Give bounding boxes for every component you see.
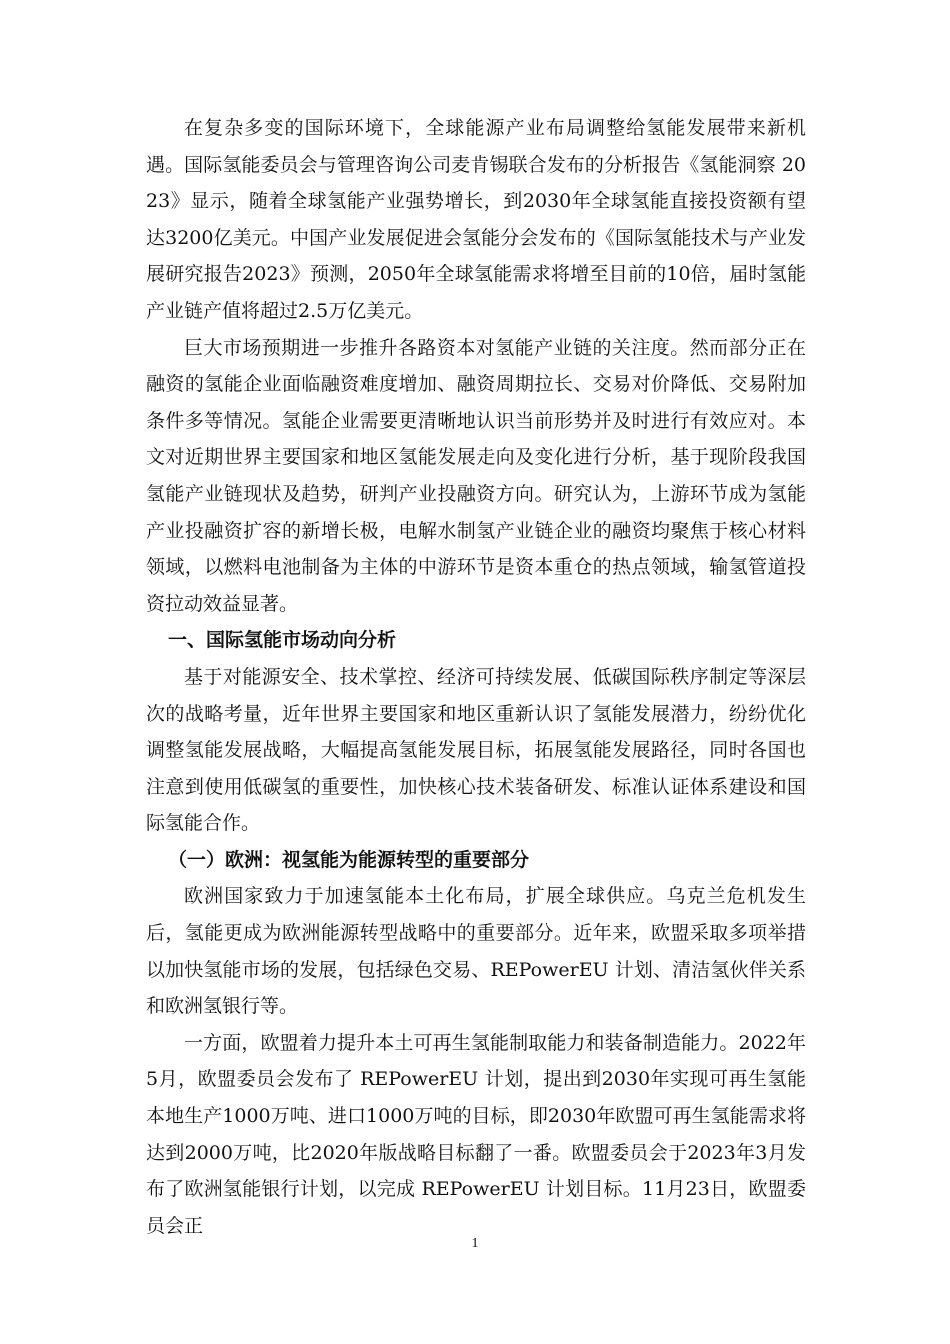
paragraph-market-expectation: 巨大市场预期进一步推升各路资本对氢能产业链的关注度。然而部分正在融资的氢能企业面临融资难度增加、融资周期拉长、交易对价降低、交易附加条件多等情况。氢能企业需要更清晰地认识当前形势并及时进行有效应对。本文对近期世界主要国家和地区氢能发展走向及变化进行分析，基于现阶段我国氢能产业链现状及趋势，研判产业投融资方向。研究认为，上游环节成为氢能产业投融资扩容的新增长极，电解水制氢产业链企业的融资均聚焦于核心材料领域，以燃料电池制备为主体的中游环节是资本重仓的热点领域，输氢管道投资拉动效益显著。 [146, 336, 806, 615]
document-body [146, 110, 806, 1244]
section-heading: 一、国际氢能市场动向分析 [168, 629, 397, 652]
page-number: 1 [471, 1236, 479, 1251]
paragraph-europe: 欧洲国家致力于加速氢能本土化布局，扩展全球供应。乌克兰危机发生后，氢能更成为欧洲能源转型战略中的重要部分。近年来，欧盟采取多项举措以加快氢能市场的发展，包括绿色交易、REPowerEU 计划、清洁氢伙伴关系和欧洲氢银行等。 [146, 885, 806, 1018]
paragraph-strategy: 基于对能源安全、技术掌控、经济可持续发展、低碳国际秩序制定等深层次的战略考量，近年世界主要国家和地区重新认识了氢能发展潜力，纷纷优化调整氢能发展战略，大幅提高氢能发展目标，拓展氢能发展路径，同时各国也注意到使用低碳氢的重要性，加快核心技术装备研发、标准认证体系建设和国际氢能合作。 [146, 665, 806, 835]
paragraph-eu-measures: 一方面，欧盟着力提升本土可再生氢能制取能力和装备制造能力。2022年5月，欧盟委员会发布了 REPowerEU 计划，提出到2030年实现可再生氢能本地生产1000万吨、进口1000万吨的目标，即2030年欧盟可再生氢能需求将达到2000万吨，比2020年版战略目标翻了一番。欧盟委员会于2023年3月发布了欧洲氢能银行计划，以完成 REPowerEU 计划目标。11月23日，欧盟委员会正 [146, 1031, 806, 1237]
subsection-heading-europe: （一）欧洲：视氢能为能源转型的重要部分 [168, 848, 530, 871]
paragraph-intro: 在复杂多变的国际环境下，全球能源产业布局调整给氢能发展带来新机遇。国际氢能委员会与管理咨询公司麦肯锡联合发布的分析报告《氢能洞察 2023》显示，随着全球氢能产业强势增长，到2030年全球氢能直接投资额有望达3200亿美元。中国产业发展促进会氢能分会发布的《国际氢能技术与产业发展研究报告2023》预测，2050年全球氢能需求将增至目前的10倍，届时氢能产业链产值将超过2.5万亿美元。 [146, 117, 806, 322]
